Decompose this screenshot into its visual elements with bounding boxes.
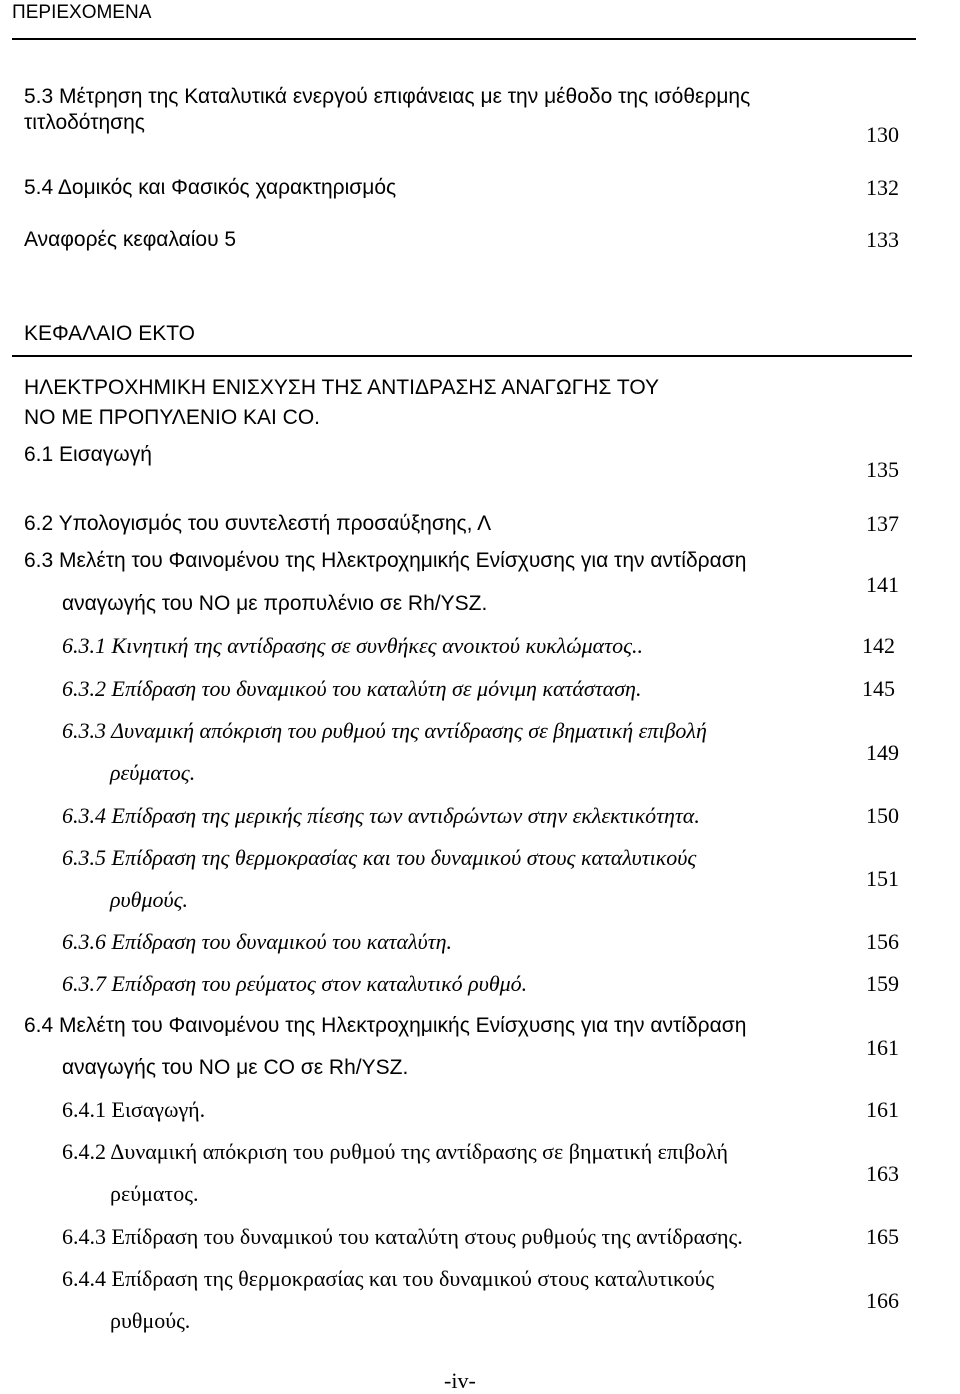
toc-page-6-3: 141 (866, 572, 899, 597)
toc-page-6-1: 135 (866, 457, 899, 482)
toc-page-6-3-1: 142 (862, 633, 895, 658)
header-divider (12, 38, 916, 40)
toc-entry-refs-5: Αναφορές κεφαλαίου 5 (24, 228, 237, 251)
toc-entry-6-3-6: 6.3.6 Επίδραση του δυναμικού του καταλύτη. (62, 929, 453, 954)
chapter-title-line1: ΗΛΕΚΤΡΟΧΗΜΙΚΗ ΕΝΙΣΧΥΣΗ ΤΗΣ ΑΝΤΙΔΡΑΣΗΣ ΑΝΑΓΩΓΗΣ ΤΟΥ (24, 376, 659, 399)
toc-page-6-3-3: 149 (866, 740, 899, 765)
chapter-label: ΚΕΦΑΛΑΙΟ ΕΚΤΟ (24, 322, 196, 345)
toc-entry-6-4-4-line1: 6.4.4 Επίδραση της θερμοκρασίας και του δυναμικού στους καταλυτικούς (62, 1266, 715, 1291)
toc-entry-6-4-4-line2: ρυθμούς. (110, 1308, 191, 1333)
toc-entry-6-4-2-line1: 6.4.2 Δυναμική απόκριση του ρυθμού της αντίδρασης σε βηματική επιβολή (62, 1139, 729, 1164)
toc-page-5-3: 130 (866, 122, 899, 147)
toc-entry-6-3-line1: 6.3 Μελέτη του Φαινομένου της Ηλεκτροχημικής Ενίσχυσης για την αντίδραση (24, 549, 747, 572)
toc-page-6-4-2: 163 (866, 1161, 899, 1186)
toc-entry-6-3-5-line1: 6.3.5 Επίδραση της θερμοκρασίας και του δυναμικού στους καταλυτικούς (62, 845, 697, 870)
toc-page-6-2: 137 (866, 511, 899, 536)
chapter-divider (12, 355, 912, 357)
toc-entry-5-3-line2: τιτλοδότησης (24, 111, 145, 134)
toc-entry-6-3-3-line1: 6.3.3 Δυναμική απόκριση του ρυθμού της αντίδρασης σε βηματική επιβολή (62, 718, 707, 743)
toc-page-6-3-2: 145 (862, 676, 895, 701)
toc-entry-6-4-3: 6.4.3 Επίδραση του δυναμικού του καταλύτη στους ρυθμούς της αντίδρασης. (62, 1224, 743, 1249)
toc-entry-6-4-2-line2: ρεύματος. (110, 1181, 199, 1206)
toc-page-6-3-5: 151 (866, 866, 899, 891)
toc-entry-6-3-2: 6.3.2 Επίδραση του δυναμικού του καταλύτη σε μόνιμη κατάσταση. (62, 676, 642, 701)
toc-page-6-4: 161 (866, 1035, 899, 1060)
toc-entry-6-2: 6.2 Υπολογισμός του συντελεστή προσαύξησης, Λ (24, 512, 492, 535)
page-header-title: ΠΕΡΙΕΧΟΜΕΝΑ (12, 2, 152, 23)
chapter-title-line2: ΝΟ ΜΕ ΠΡΟΠΥΛΕΝΙΟ ΚΑΙ CO. (24, 406, 321, 429)
toc-page-5-4: 132 (866, 175, 899, 200)
toc-entry-6-3-7: 6.3.7 Επίδραση του ρεύματος στον καταλυτικό ρυθμό. (62, 971, 528, 996)
toc-page-6-3-4: 150 (866, 803, 899, 828)
toc-entry-6-3-3-line2: ρεύματος. (110, 760, 196, 785)
toc-entry-6-3-1: 6.3.1 Κινητική της αντίδρασης σε συνθήκες ανοικτού κυκλώματος.. (62, 633, 644, 658)
toc-page-6-3-7: 159 (866, 971, 899, 996)
toc-page-6-4-1: 161 (866, 1097, 899, 1122)
toc-page-6-4-4: 166 (866, 1288, 899, 1313)
toc-entry-6-3-4: 6.3.4 Επίδραση της μερικής πίεσης των αντιδρώντων στην εκλεκτικότητα. (62, 803, 700, 828)
toc-entry-6-3-line2: αναγωγής του ΝΟ με προπυλένιο σε Rh/YSZ. (62, 592, 488, 615)
toc-entry-6-4-1: 6.4.1 Εισαγωγή. (62, 1097, 206, 1122)
toc-page-6-3-6: 156 (866, 929, 899, 954)
toc-page-refs-5: 133 (866, 227, 899, 252)
toc-entry-6-4-line2: αναγωγής του ΝΟ με CO σε Rh/YSZ. (62, 1056, 409, 1079)
page-number: -iv- (444, 1368, 476, 1393)
toc-entry-5-3-line1: 5.3 Μέτρηση της Καταλυτικά ενεργού επιφάνειας με την μέθοδο της ισόθερμης (24, 85, 751, 108)
toc-entry-6-3-5-line2: ρυθμούς. (110, 887, 189, 912)
toc-entry-6-4-line1: 6.4 Μελέτη του Φαινομένου της Ηλεκτροχημικής Ενίσχυσης για την αντίδραση (24, 1014, 747, 1037)
toc-page-6-4-3: 165 (866, 1224, 899, 1249)
toc-entry-6-1: 6.1 Εισαγωγή (24, 443, 152, 466)
toc-entry-5-4: 5.4 Δομικός και Φασικός χαρακτηρισμός (24, 176, 397, 199)
